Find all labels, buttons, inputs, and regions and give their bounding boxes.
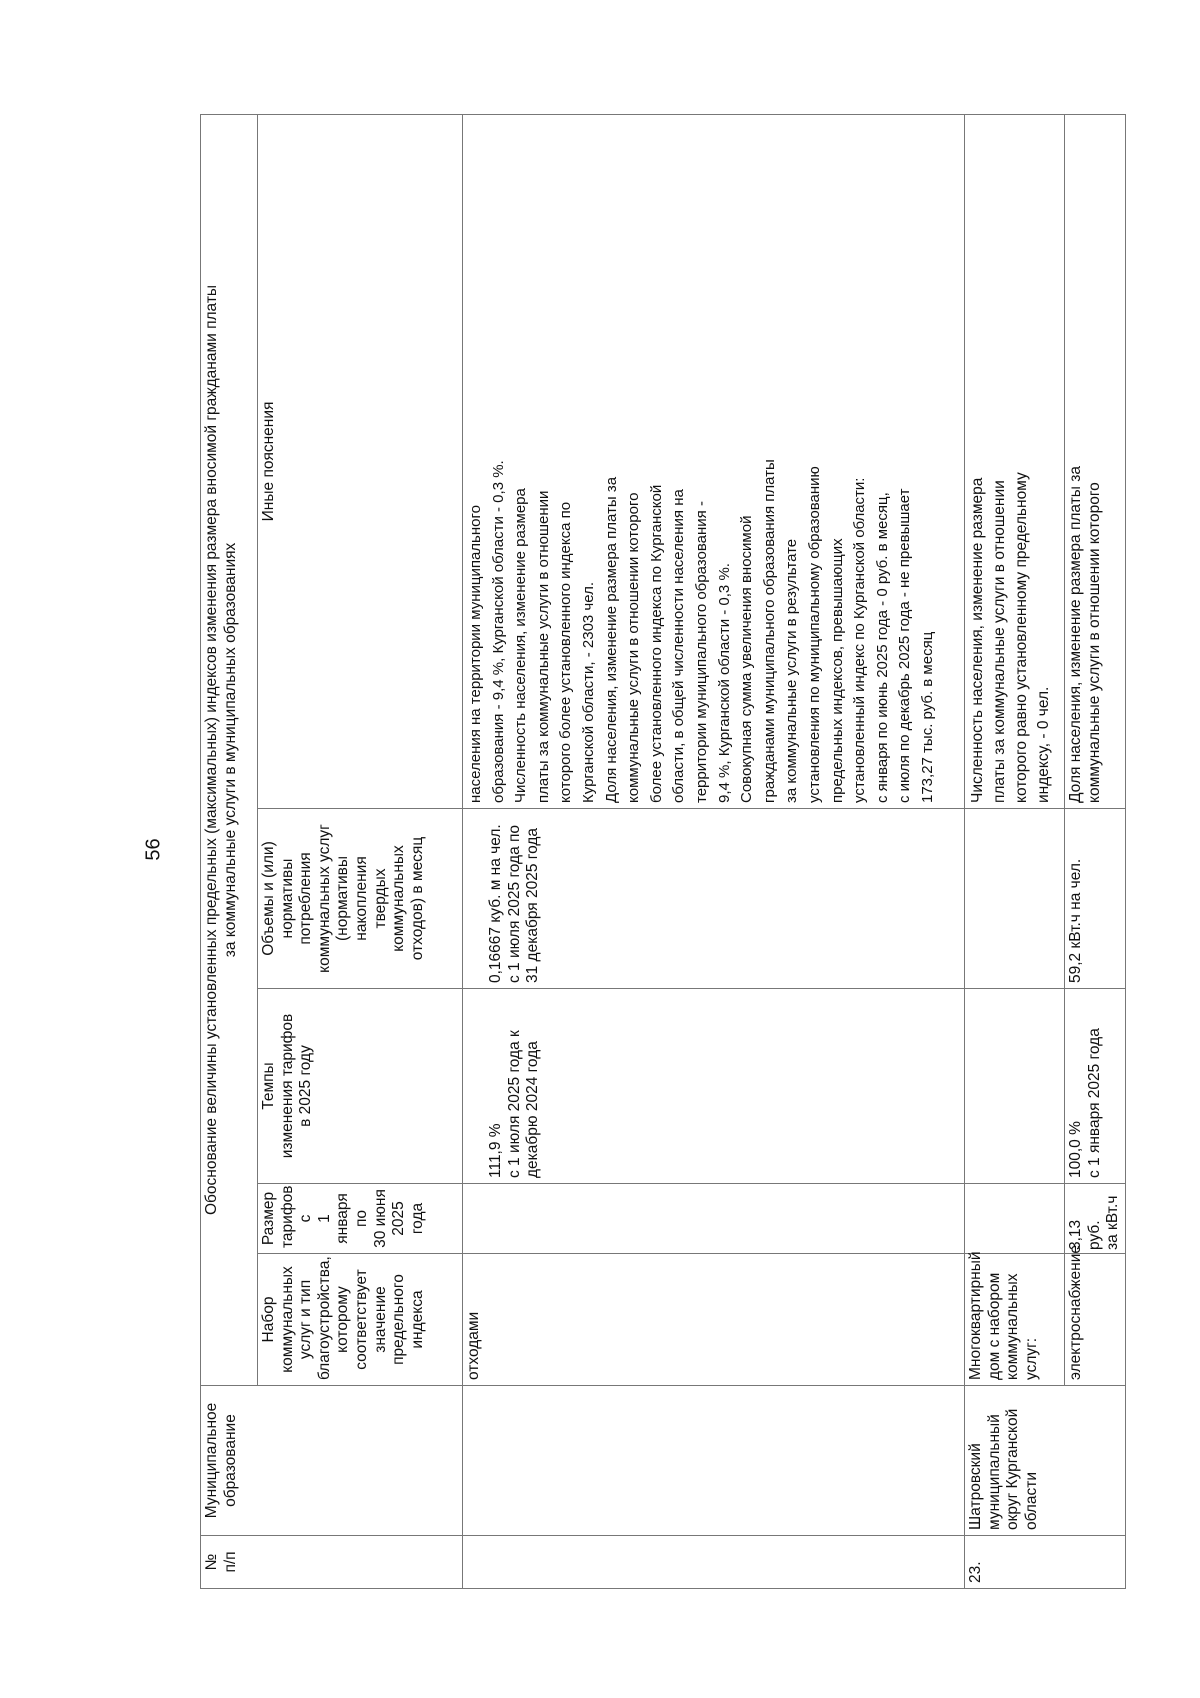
cell-municipality: Шатровский муниципальный округ Курганской области — [965, 1386, 1126, 1536]
cell-set: Многоквартирный дом с набором коммунальных услуг: — [965, 1254, 1065, 1386]
cell-volumes: 59,2 кВт.ч на чел. — [1065, 809, 1126, 989]
cell-volumes — [965, 809, 1065, 989]
rotated-table-container — [200, 115, 1140, 1589]
cell-other: Доля населения, изменение размера платы за коммунальные услуги в отношении которого — [1065, 114, 1126, 808]
cell-tariff-rate: 111,9 % с 1 июля 2025 года к декабрю 2024 года — [463, 989, 965, 1184]
header-set: Набор коммунальных услуг и тип благоустройства, которому соответствует значение предельного индекса — [258, 1254, 463, 1386]
header-justification: Обоснование величины установленных предельных (максимальных) индексов изменения размера вносимой гражданами платы за коммунальные услуги в муниципальных образованиях — [201, 114, 258, 1385]
cell-num: 23. — [965, 1536, 1126, 1589]
cell-volumes: 0,16667 куб. м на чел. с 1 июля 2025 года по 31 декабря 2025 года — [463, 809, 965, 989]
page-number-text: 56 — [142, 837, 165, 861]
cell-num — [463, 1536, 965, 1589]
header-other: Иные пояснения — [258, 114, 463, 808]
table-row-continuation — [463, 114, 965, 1588]
header-municipality: Муниципальное образование — [201, 1386, 463, 1536]
header-volumes: Объемы и (или) нормативы потребления коммунальных услуг (нормативы накопления твердых коммунальных отходов) в месяц — [258, 809, 463, 989]
page-number — [141, 831, 167, 867]
header-row-title — [201, 114, 258, 1588]
cell-tariff-rate: 100,0 % с 1 января 2025 года — [1065, 989, 1126, 1184]
cell-set: электроснабжение — [1065, 1254, 1126, 1386]
header-row-columns — [258, 114, 463, 1588]
justification-table — [200, 114, 1126, 1589]
header-tariff-size: Размер тарифов с 1 января по 30 июня 2025 года — [258, 1184, 463, 1254]
table-row-electricity — [1065, 114, 1126, 1588]
header-num: № п/п — [201, 1536, 463, 1589]
header-tariff-rate: Темпы изменения тарифов в 2025 году — [258, 989, 463, 1184]
cell-tariff-size: 3,13 руб. за кВт.ч — [1065, 1184, 1126, 1254]
cell-other: населения на территории муниципального образования - 9,4 %, Курганской области - 0,3 %. Численность населения, изменение размера платы за коммунальные услуги в отношении которого более установленного индекса по Курганской области, - 2303 чел. Доля населения, изменение размера платы за коммунальные услуги в отношении которого более установленного индекса по Курганской области, в общей численности населения на территории муниципального образования - 9,4 %, Курганской области - 0,3 %. Совокупная сумма увеличения вносимой гражданами муниципального образования платы за коммунальные услуги в результате установления по муниципальному образованию предельных индексов, превышающих установленный индекс по Курганской области: с января по июнь 2025 года - 0 руб. в месяц, с июля по декабрь 2025 года - не превышает 173,27 тыс. руб. в месяц — [463, 114, 965, 808]
table-row-23 — [965, 114, 1065, 1588]
cell-municipality — [463, 1386, 965, 1536]
cell-tariff-size — [965, 1184, 1065, 1254]
cell-other: Численность населения, изменение размера платы за коммунальные услуги в отношении которого равно установленному предельному индексу, - 0 чел. — [965, 114, 1065, 808]
cell-set: отходами — [463, 1254, 965, 1386]
cell-tariff-rate — [965, 989, 1065, 1184]
cell-tariff-size — [463, 1184, 965, 1254]
